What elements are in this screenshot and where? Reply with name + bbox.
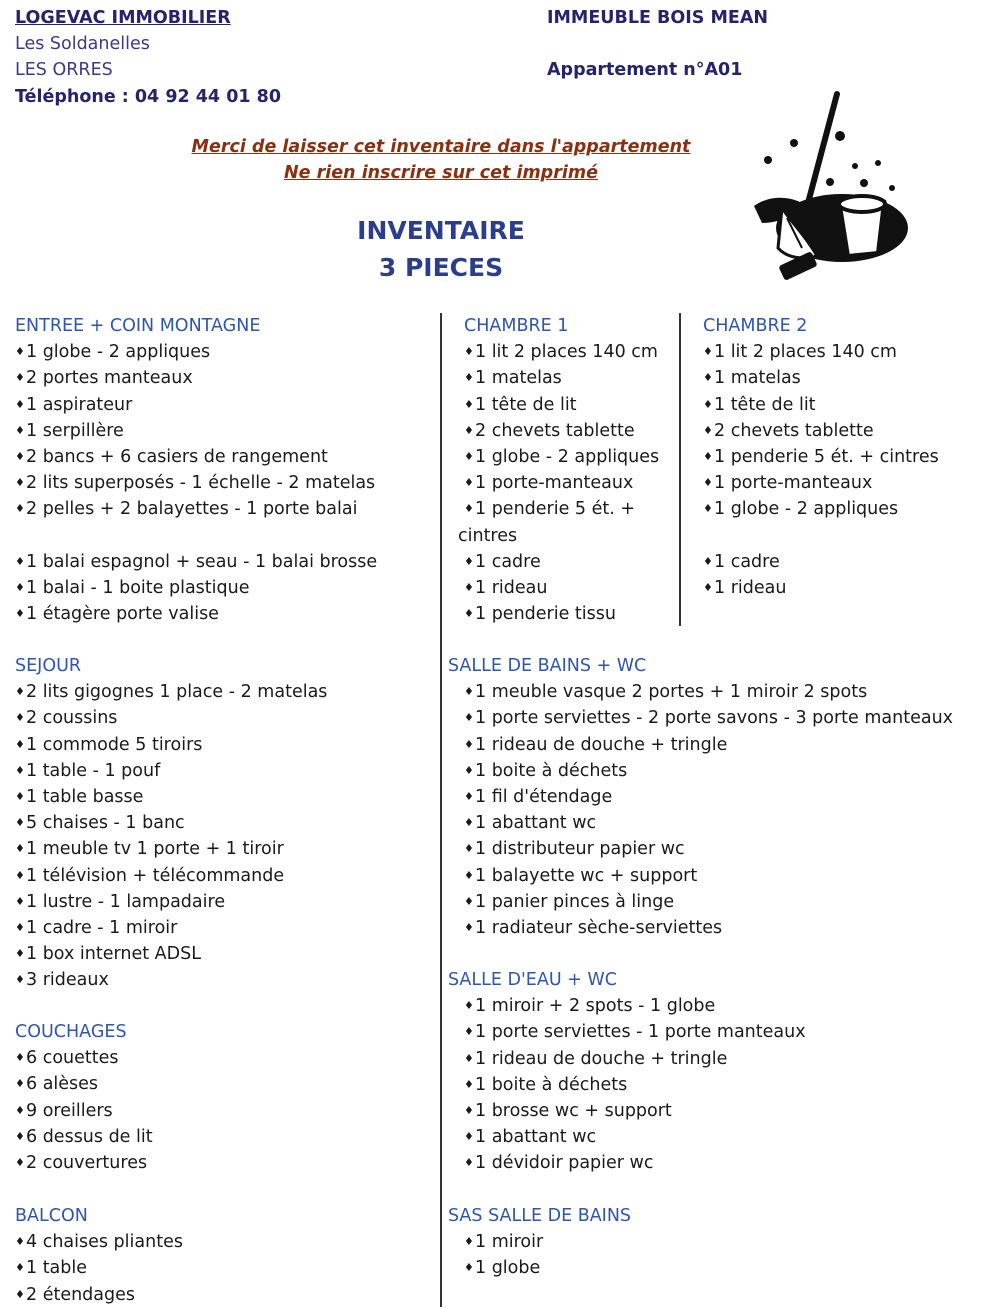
list-item: ♦ 9 oreillers — [15, 1098, 153, 1124]
list-item: ♦ 2 coussins — [15, 705, 327, 731]
agency-name: LOGEVAC IMMOBILIER — [15, 8, 231, 28]
list-item: ♦ 4 chaises pliantes — [15, 1229, 183, 1255]
list-item: ♦ 1 rideau de douche + tringle — [464, 732, 953, 758]
building-name: IMMEUBLE BOIS MEAN — [547, 8, 769, 28]
list-item: ♦ 1 télévision + télécommande — [15, 863, 327, 889]
list-item: ♦ 1 table - 1 pouf — [15, 758, 327, 784]
list-item: ♦ 1 table — [15, 1255, 183, 1281]
list-item-continuation: cintres — [458, 525, 518, 546]
list-item: ♦ 1 aspirateur — [15, 392, 377, 418]
section-entree — [15, 313, 377, 627]
page-title: INVENTAIRE — [357, 216, 525, 245]
list-item: ♦ 1 porte serviettes - 1 porte manteaux — [464, 1019, 806, 1045]
agency-address-line1: Les Soldanelles — [15, 34, 150, 55]
list-item: ♦ 1 globe — [464, 1255, 631, 1281]
list-item: ♦ 1 porte-manteaux — [464, 470, 659, 496]
section-title: SALLE D'EAU + WC — [448, 970, 617, 990]
list-item: ♦ 1 tête de lit — [464, 392, 659, 418]
cleaning-broom-bucket-icon — [752, 88, 914, 282]
column-divider-left — [440, 313, 442, 1307]
list-item: ♦ 1 miroir — [464, 1229, 631, 1255]
agency-block — [15, 5, 281, 110]
list-item: ♦ 1 globe - 2 appliques — [464, 444, 659, 470]
section-title: ENTREE + COIN MONTAGNE — [15, 316, 261, 336]
list-item: ♦ 1 cadre — [464, 549, 659, 575]
list-item: ♦ 1 penderie 5 ét. + — [464, 496, 659, 522]
list-item: ♦ 1 cadre — [703, 549, 939, 575]
list-item: ♦ 1 fil d'étendage — [464, 784, 953, 810]
list-spacer — [703, 523, 939, 549]
section-title: BALCON — [15, 1206, 88, 1226]
list-item: ♦ 1 dévidoir papier wc — [464, 1150, 806, 1176]
list-item: ♦ 1 table basse — [15, 784, 327, 810]
list-item: ♦ 1 globe - 2 appliques — [15, 339, 377, 365]
list-item: ♦ 1 lustre - 1 lampadaire — [15, 889, 327, 915]
section-balcon — [15, 1203, 183, 1308]
section-chambre-1 — [458, 313, 660, 627]
list-item: ♦ 1 porte-manteaux — [703, 470, 939, 496]
list-item: ♦ 3 rideaux — [15, 967, 327, 993]
notice-line-1: Merci de laisser cet inventaire dans l'appartement — [191, 137, 691, 157]
list-item: ♦ 2 bancs + 6 casiers de rangement — [15, 444, 377, 470]
list-item: ♦ 1 penderie 5 ét. + cintres — [703, 444, 939, 470]
list-item: ♦ 1 rideau — [464, 575, 659, 601]
list-item: ♦ 2 chevets tablette — [703, 418, 939, 444]
list-spacer — [15, 523, 377, 549]
list-item: ♦ 1 brosse wc + support — [464, 1098, 806, 1124]
notice-line-2: Ne rien inscrire sur cet imprimé — [284, 163, 598, 183]
list-item: ♦ 1 abattant wc — [464, 1124, 806, 1150]
list-item: ♦ 1 panier pinces à linge — [464, 889, 953, 915]
section-salle-de-bains — [448, 653, 953, 941]
list-item: ♦ 6 alèses — [15, 1071, 153, 1097]
list-item: ♦ 1 matelas — [703, 365, 939, 391]
list-item: ♦ 1 distributeur papier wc — [464, 836, 953, 862]
list-item: ♦ 1 abattant wc — [464, 810, 953, 836]
section-title: SAS SALLE DE BAINS — [448, 1206, 632, 1226]
list-item: ♦ 1 radiateur sèche-serviettes — [464, 915, 953, 941]
list-item: ♦ 5 chaises - 1 banc — [15, 810, 327, 836]
list-item: ♦ 2 étendages — [15, 1282, 183, 1308]
list-item: ♦ 1 meuble vasque 2 portes + 1 miroir 2 spots — [464, 679, 953, 705]
list-item: ♦ 1 commode 5 tiroirs — [15, 732, 327, 758]
section-couchages — [15, 1019, 153, 1176]
list-item: ♦ 1 boite à déchets — [464, 758, 953, 784]
section-title: CHAMBRE 2 — [703, 316, 808, 336]
section-salle-d-eau — [448, 967, 806, 1177]
list-item: ♦ 2 portes manteaux — [15, 365, 377, 391]
list-item: ♦ 1 balai espagnol + seau - 1 balai brosse — [15, 549, 377, 575]
list-item: ♦ 1 cadre - 1 miroir — [15, 915, 327, 941]
column-divider-right — [679, 313, 681, 626]
list-item: ♦ 1 balayette wc + support — [464, 863, 953, 889]
section-title: SALLE DE BAINS + WC — [448, 656, 647, 676]
list-item: ♦ 1 porte serviettes - 2 porte savons - 3 porte manteaux — [464, 705, 953, 731]
list-item: ♦ 1 étagère porte valise — [15, 601, 377, 627]
list-item: ♦ 1 miroir + 2 spots - 1 globe — [464, 993, 806, 1019]
list-item: ♦ 1 serpillère — [15, 418, 377, 444]
list-item: ♦ 1 globe - 2 appliques — [703, 496, 939, 522]
list-item: ♦ 1 lit 2 places 140 cm — [703, 339, 939, 365]
section-sas-salle-de-bains — [448, 1203, 631, 1282]
list-item: ♦ 1 balai - 1 boite plastique — [15, 575, 377, 601]
list-item: ♦ 6 couettes — [15, 1045, 153, 1071]
list-item: ♦ 6 dessus de lit — [15, 1124, 153, 1150]
list-item: ♦ 1 meuble tv 1 porte + 1 tiroir — [15, 836, 327, 862]
list-item: ♦ 1 penderie tissu — [464, 601, 659, 627]
apartment-number: Appartement n°A01 — [547, 60, 743, 80]
list-item: ♦ 1 matelas — [464, 365, 659, 391]
section-title: COUCHAGES — [15, 1022, 127, 1042]
list-item: ♦ 2 pelles + 2 balayettes - 1 porte balai — [15, 496, 377, 522]
list-item: ♦ 2 lits superposés - 1 échelle - 2 matelas — [15, 470, 377, 496]
section-title: CHAMBRE 1 — [464, 316, 569, 336]
section-sejour — [15, 653, 327, 993]
agency-address-line2: LES ORRES — [15, 60, 113, 81]
list-item: ♦ 1 boite à déchets — [464, 1072, 806, 1098]
list-item: ♦ 1 box internet ADSL — [15, 941, 327, 967]
list-item: ♦ 1 tête de lit — [703, 392, 939, 418]
agency-phone: Téléphone : 04 92 44 01 80 — [15, 86, 282, 107]
section-chambre-2 — [703, 313, 939, 601]
list-item: ♦ 2 lits gigognes 1 place - 2 matelas — [15, 679, 327, 705]
list-item: ♦ 2 couvertures — [15, 1150, 153, 1176]
list-item: ♦ 1 lit 2 places 140 cm — [464, 339, 659, 365]
section-title: SEJOUR — [15, 656, 82, 676]
list-item: ♦ 1 rideau de douche + tringle — [464, 1046, 806, 1072]
page-subtitle: 3 PIECES — [378, 253, 504, 282]
list-item: ♦ 2 chevets tablette — [464, 418, 659, 444]
list-item: ♦ 1 rideau — [703, 575, 939, 601]
